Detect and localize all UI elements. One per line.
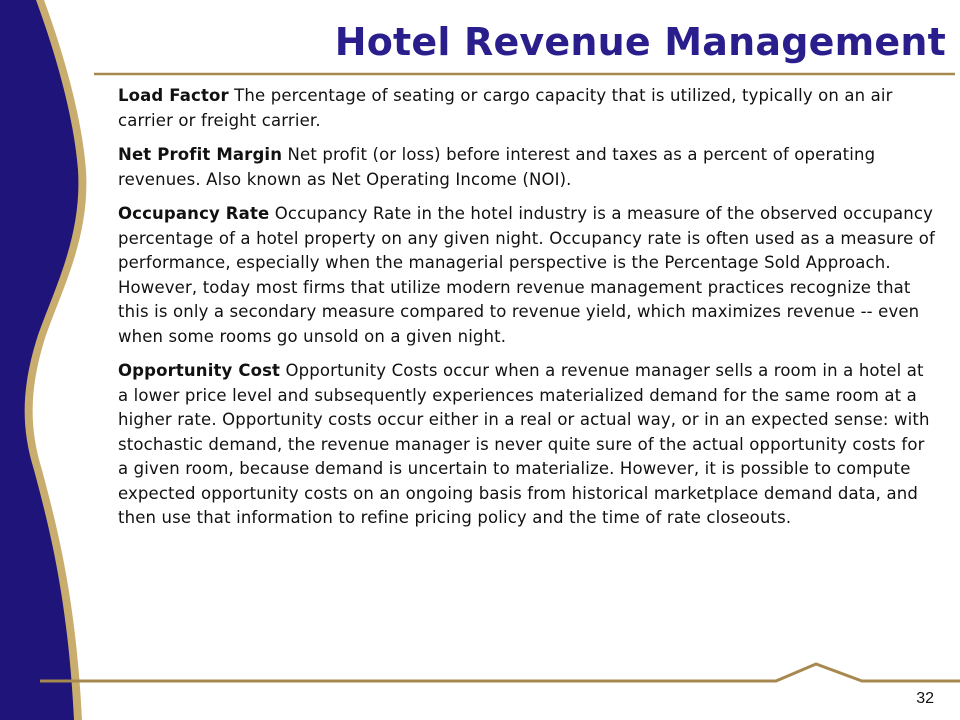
definitions-list	[118, 84, 938, 541]
definition-text: Net profit (or loss) before interest and taxes as a percent of operating revenues. Also known as Net Operating Income (NOI).	[118, 145, 876, 189]
definition-term: Load Factor	[118, 86, 229, 105]
definition-entry	[118, 202, 938, 349]
definition-entry	[118, 359, 938, 531]
definition-text: The percentage of seating or cargo capacity that is utilized, typically on an air carrier or freight carrier.	[118, 86, 893, 130]
definition-entry	[118, 84, 938, 133]
definition-term: Net Profit Margin	[118, 145, 283, 164]
definition-term: Opportunity Cost	[118, 361, 281, 380]
slide-title: Hotel Revenue Management	[334, 20, 946, 64]
page-number: 32	[916, 690, 934, 707]
definition-text: Opportunity Costs occur when a revenue manager sells a room in a hotel at a lower price level and subsequently experiences materialized demand for the same room at a higher rate. Opportunity costs occur either in a real or actual way, or in an expected sense: with stochastic demand, the revenue manager is never quite sure of the actual opportunity costs for a given room, because demand is uncertain to materialize. However, it is possible to compute expected opportunity costs on an ongoing basis from historical marketplace demand data, and then use that information to refine pricing policy and the time of rate closeouts.	[118, 361, 930, 527]
definition-term: Occupancy Rate	[118, 204, 270, 223]
definition-entry	[118, 143, 938, 192]
footer-rule	[40, 664, 960, 681]
definition-text: Occupancy Rate in the hotel industry is a measure of the observed occupancy percentage of a hotel property on any given night. Occupancy rate is often used as a measure of performance, especially when the managerial perspective is the Percentage Sold Approach. However, today most firms that utilize modern revenue management practices recognize that this is only a secondary measure compared to revenue yield, which maximizes revenue -- even when some rooms go unsold on a given night.	[118, 204, 935, 346]
